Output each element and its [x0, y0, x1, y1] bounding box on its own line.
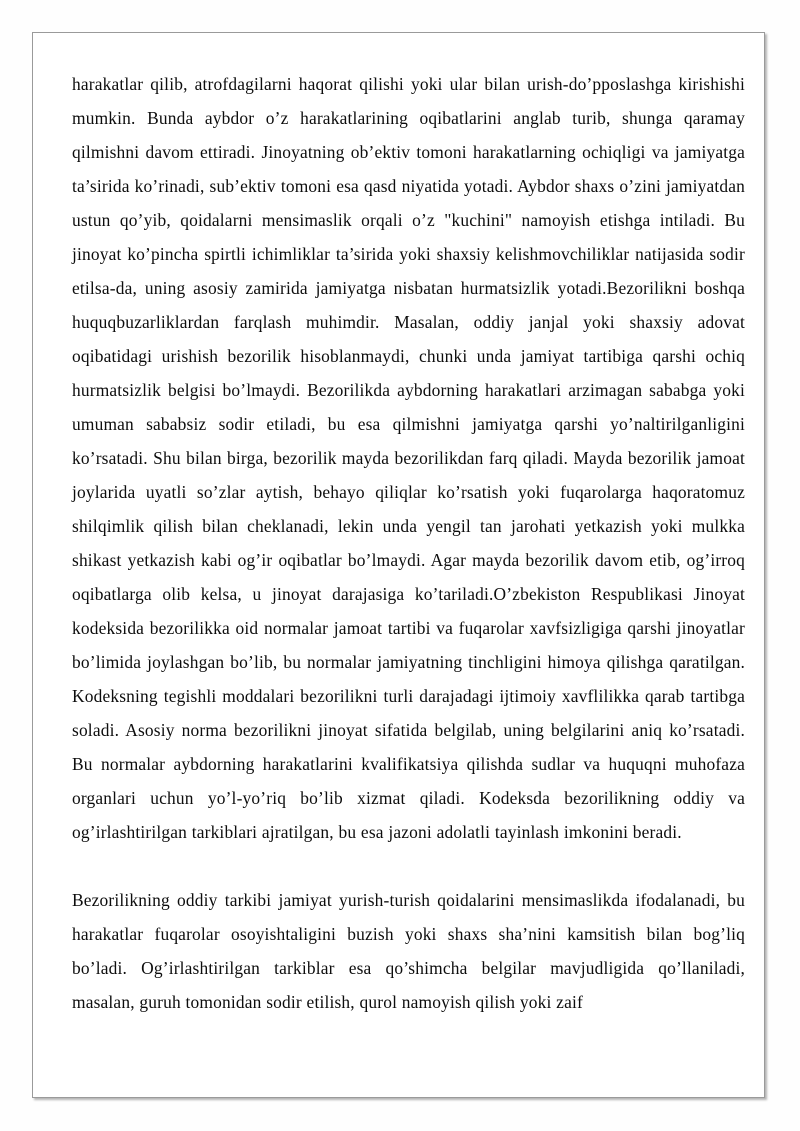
body-paragraph-1: harakatlar qilib, atrofdagilarni haqorat qilishi yoki ular bilan urish-do’pposlashga kirishishi mumkin. Bunda aybdor o’z harakatlarining oqibatlarini anglab turib, shunga qaramay qilmishni davom ettiradi. Jinoyatning ob’ektiv tomoni harakatlarning ochiqligi va jamiyatga ta’sirida ko’rinadi, sub’ektiv tomoni esa qasd niyatida yotadi. Aybdor shaxs o’zini jamiyatdan ustun qo’yib, qoidalarni mensimaslik orqali o’z "kuchini" namoyish etishga intiladi. Bu jinoyat ko’pincha spirtli ichimliklar ta’sirida yoki shaxsiy kelishmovchiliklar natijasida sodir etilsa-da, uning asosiy zamirida jamiyatga nisbatan hurmatsizlik yotadi.Bezorilikni boshqa huquqbuzarliklardan farqlash muhimdir. Masalan, oddiy janjal yoki shaxsiy adovat oqibatidagi urishish bezorilik hisoblanmaydi, chunki unda jamiyat tartibiga qarshi ochiq hurmatsizlik belgisi bo’lmaydi. Bezorilikda aybdorning harakatlari arzimagan sababga yoki umuman sababsiz sodir etiladi, bu esa qilmishni jamiyatga qarshi yo’naltirilganligini ko’rsatadi. Shu bilan birga, bezorilik mayda bezorilikdan farq qiladi. Mayda bezorilik jamoat joylarida uyatli so’zlar aytish, behayo qiliqlar ko’rsatish yoki fuqarolarga haqoratomuz shilqimlik qilish bilan cheklanadi, lekin unda yengil tan jarohati yetkazish yoki mulkka shikast yetkazish kabi og’ir oqibatlar bo’lmaydi. Agar mayda bezorilik davom etib, og’irroq oqibatlarga olib kelsa, u jinoyat darajasiga ko’tariladi.O’zbekiston Respublikasi Jinoyat kodeksida bezorilikka oid normalar jamoat tartibi va fuqarolar xavfsizligiga qarshi jinoyatlar bo’limida joylashgan bo’lib, bu normalar jamiyatning tinchligini himoya qilishga qaratilgan. Kodeksning tegishli moddalari bezorilikni turli darajadagi ijtimoiy xavflilikka qarab tartibga soladi. Asosiy norma bezorilikni jinoyat sifatida belgilab, uning belgilarini aniq ko’rsatadi. Bu normalar aybdorning harakatlarini kvalifikatsiya qilishda sudlar va huquqni muhofaza organlari uchun yo’l-yo’riq bo’lib xizmat qiladi. Kodeksda bezorilikning oddiy va og’irlashtirilgan tarkiblari ajratilgan, bu esa jazoni adolatli tayinlash imkonini beradi. [72, 74, 745, 842]
body-paragraph-2: Bezorilikning oddiy tarkibi jamiyat yurish-turish qoidalarini mensimaslikda ifodalanadi, bu harakatlar fuqarolar osoyishtaligini buzish yoki shaxs sha’nini kamsitish bilan bog’liq bo’ladi. Og’irlashtirilgan tarkiblar esa qo’shimcha belgilar mavjudligida qo’llaniladi, masalan, guruh tomonidan sodir etilish, qurol namoyish qilish yoki zaif [72, 890, 745, 1012]
document-text-body [72, 67, 745, 1019]
document-page [32, 32, 765, 1098]
